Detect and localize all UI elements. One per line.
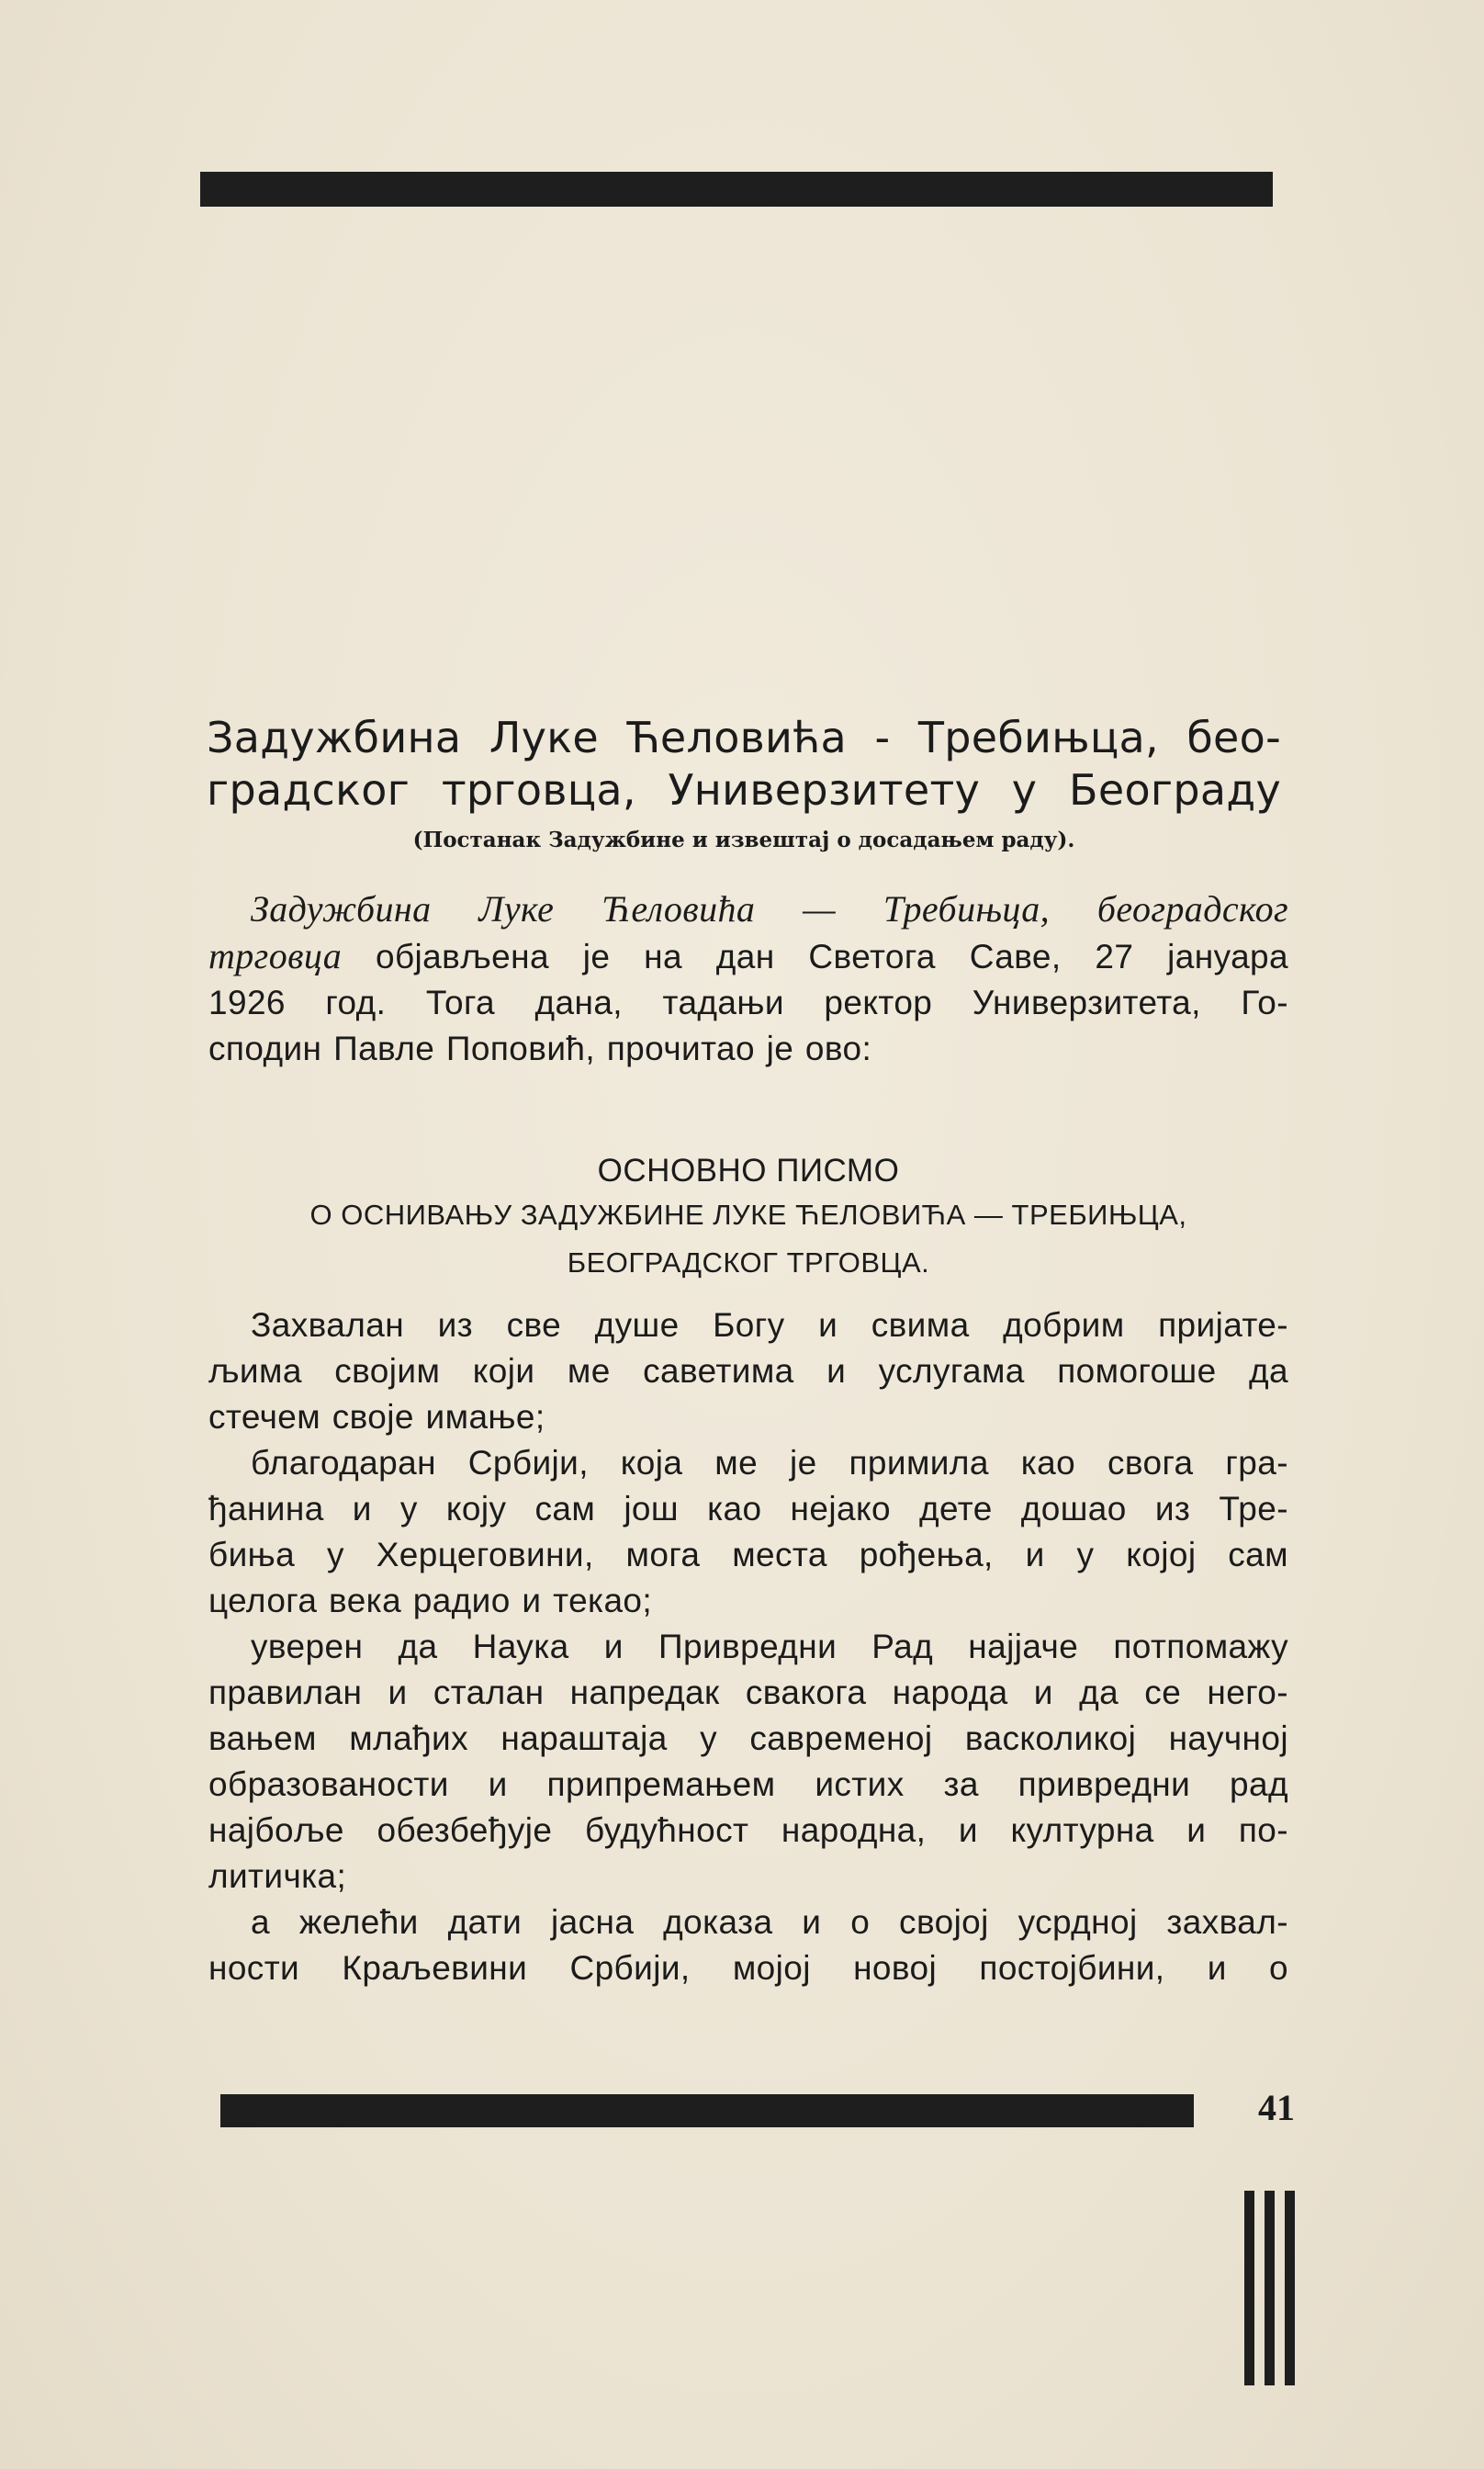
- letter-line: стечем своје имање;: [208, 1398, 545, 1436]
- margin-bar: [1285, 2191, 1295, 2385]
- letter-line: биња у Херцеговини, мога места рођења, и у којој сам: [208, 1536, 1288, 1573]
- letter-heading-sub-1: О ОСНИВАЊУ ЗАДУЖБИНЕ ЛУКЕ ЋЕЛОВИЋА — ТРЕБИЊЦА,: [309, 1199, 1187, 1231]
- letter-line: вањем млађих нараштаја у савременој васколикој научној: [208, 1719, 1288, 1757]
- letter-line: најбоље обезбеђује будућност народна, и културна и по-: [208, 1811, 1288, 1849]
- intro-line-2: [208, 933, 1288, 980]
- margin-bar: [1244, 2191, 1254, 2385]
- title-line-1: Задужбина Луке Ћеловића - Требињца, бео-: [207, 713, 1281, 762]
- intro-italic-2: трговца: [208, 935, 343, 976]
- intro-line-3: 1926 год. Тога дана, тадањи ректор Универзитета, Го-: [208, 984, 1288, 1021]
- letter-line: ђанина и у коју сам још као нејако дете дошао из Тре-: [208, 1490, 1288, 1528]
- title-line-2: градског трговца, Универзитету у Београду: [207, 765, 1281, 815]
- letter-line: образованости и припремањем истих за привредни рад: [208, 1765, 1288, 1803]
- intro-line-4: сподин Павле Поповић, прочитао је ово:: [208, 1030, 872, 1067]
- letter-line: целога века радио и текао;: [208, 1582, 653, 1619]
- margin-bar: [1265, 2191, 1275, 2385]
- letter-line: Захвалан из све душе Богу и свима добрим пријате-: [251, 1306, 1288, 1344]
- article-subtitle: (Постанак Задужбине и извештај о досадањем раду).: [412, 828, 1075, 852]
- page-number: 41: [1258, 2087, 1295, 2128]
- intro-line-2-rest: објављена је на дан Светога Саве, 27 јануара: [342, 938, 1288, 975]
- letter-line: литичка;: [208, 1857, 347, 1895]
- top-decorative-rule: [200, 172, 1273, 207]
- letter-line: правилан и сталан напредак свакога народа и да се него-: [208, 1674, 1288, 1711]
- letter-line: а желећи дати јасна доказа и о својој усрдној захвал-: [251, 1903, 1288, 1941]
- letter-line: љима својим који ме саветима и услугама помогоше да: [208, 1352, 1288, 1390]
- letter-line: благодаран Србији, која ме је примила као свога гра-: [251, 1444, 1288, 1482]
- letter-line: уверен да Наука и Привредни Рад најјаче потпомажу: [251, 1628, 1288, 1665]
- margin-bars-ornament: [1244, 2191, 1299, 2385]
- article-title: [207, 712, 1281, 817]
- intro-line-1: [208, 886, 1288, 933]
- letter-body: [208, 1302, 1288, 1991]
- intro-italic-1: Задужбина Луке Ћеловића — Требињца, београдског: [251, 888, 1288, 930]
- letter-line: ности Краљевини Србији, мојој новој постојбини, и о: [208, 1949, 1288, 1987]
- intro-paragraph: [208, 886, 1288, 1072]
- bottom-decorative-rule: [220, 2094, 1194, 2127]
- letter-heading-main: ОСНОВНО ПИСМО: [597, 1153, 900, 1189]
- letter-heading-sub-2: БЕОГРАДСКОГ ТРГОВЦА.: [567, 1246, 930, 1279]
